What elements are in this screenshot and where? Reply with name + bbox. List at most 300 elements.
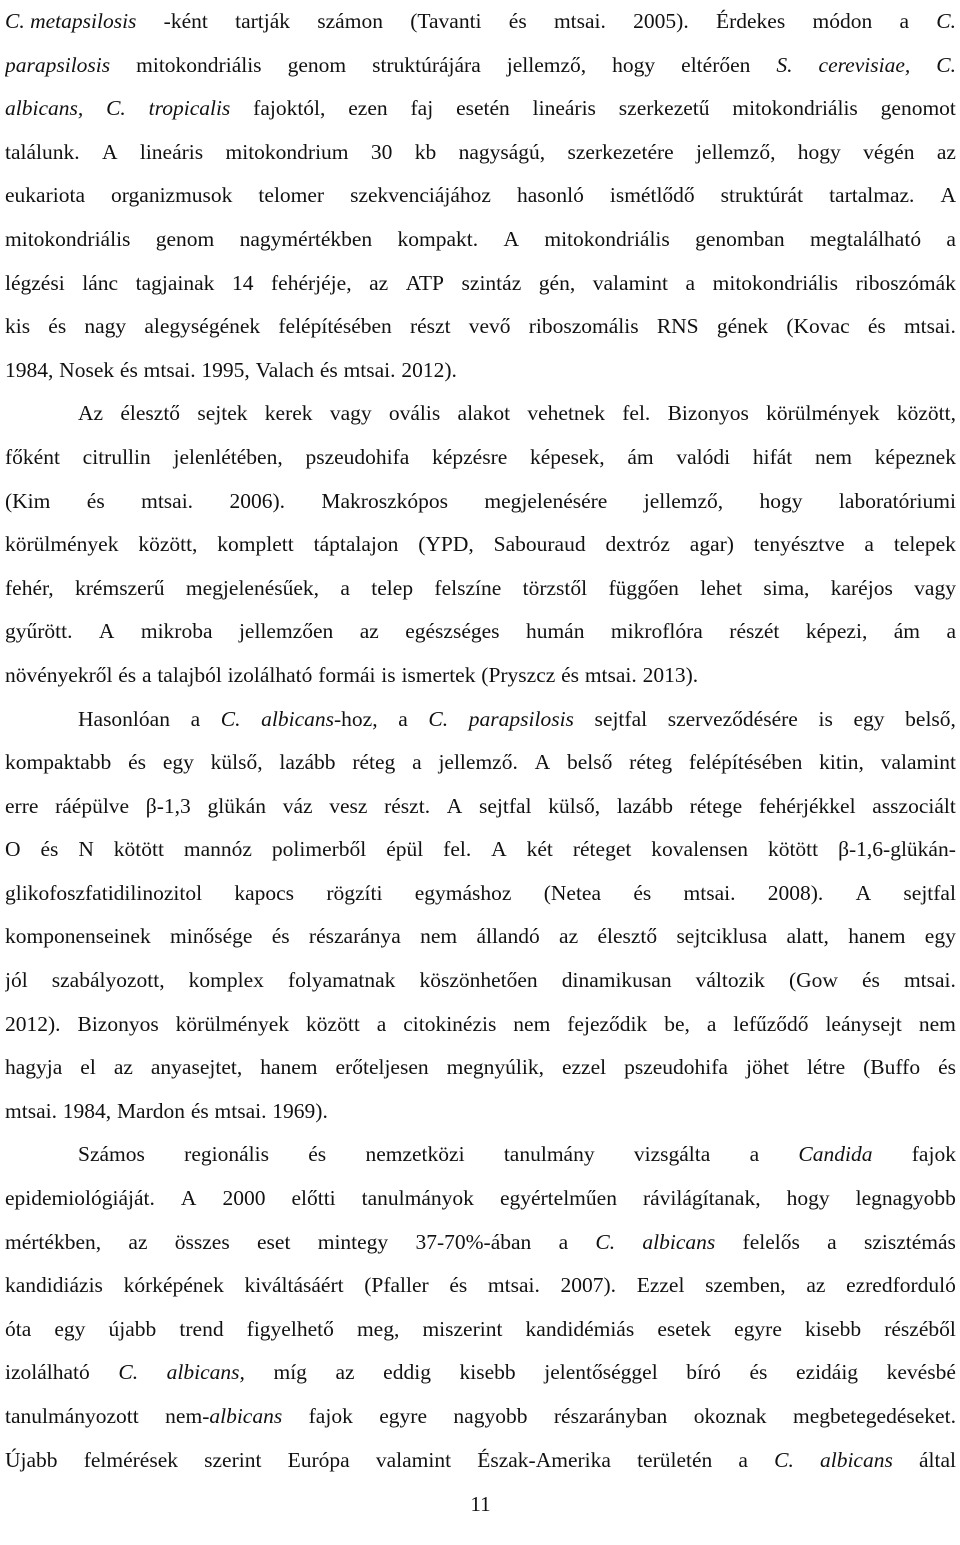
text-line <box>5 741 956 785</box>
word: az <box>936 139 956 164</box>
word: külső, <box>548 793 601 818</box>
word: élesztő <box>597 924 658 949</box>
document-page <box>5 0 956 1545</box>
word: sima, <box>763 575 810 600</box>
word: állandó <box>476 924 540 949</box>
word: a <box>190 706 201 731</box>
word: mikroba <box>140 619 213 644</box>
word: ezzel <box>561 1055 607 1080</box>
word: O <box>5 837 21 862</box>
word: C. <box>118 1360 139 1385</box>
word: genomban <box>695 226 785 251</box>
word: a <box>864 532 874 557</box>
word: felépítésében <box>688 750 803 775</box>
word: fel. <box>622 401 651 426</box>
word: β-1,3 <box>145 793 191 818</box>
word: változik <box>695 968 765 993</box>
word: és <box>86 488 105 513</box>
word: nem <box>815 444 853 469</box>
word: 1984, <box>5 357 54 382</box>
word: (YPD, <box>418 532 474 557</box>
word: mtsai. <box>143 357 196 382</box>
word: hasonló <box>516 183 584 208</box>
word: Számos <box>78 1142 145 1167</box>
word: hogy <box>797 139 841 164</box>
word: szerint <box>204 1447 262 1472</box>
word: képezi, <box>805 619 868 644</box>
text-line <box>5 1351 956 1395</box>
word: genom <box>155 226 215 251</box>
word: ám <box>893 619 921 644</box>
word: 2008). <box>767 880 824 905</box>
word: létre <box>806 1055 846 1080</box>
word: Érdekes <box>715 9 786 33</box>
word: A <box>503 226 520 251</box>
word: N <box>78 837 94 862</box>
word: újabb <box>108 1316 157 1341</box>
word: felszíne <box>434 575 502 600</box>
text-line <box>5 44 956 88</box>
word: tenyésztve <box>753 532 845 557</box>
word: törzstől <box>522 575 588 600</box>
word: mitokondriális <box>732 96 858 121</box>
word: tartják <box>235 9 291 33</box>
word: riboszómák <box>855 270 956 295</box>
word: riboszomális <box>528 314 639 339</box>
text-line <box>5 1003 956 1047</box>
word: között <box>306 1011 360 1036</box>
word: jól <box>5 968 28 993</box>
word: a <box>340 575 350 600</box>
word: anyasejtet, <box>150 1055 243 1080</box>
text-line <box>5 349 956 393</box>
word: nem <box>420 924 458 949</box>
word: réteg <box>352 750 396 775</box>
word: fajok <box>308 1404 353 1428</box>
word: és <box>508 9 527 33</box>
word: az <box>806 1273 826 1298</box>
word: mitokondriális <box>136 52 262 77</box>
word: szintáz <box>461 270 522 295</box>
text-line <box>5 567 956 611</box>
word: pszeudohifa <box>624 1055 728 1080</box>
word: az <box>359 619 379 644</box>
word: izolálható <box>5 1360 90 1385</box>
word: gének <box>716 314 769 339</box>
word: faj <box>410 96 434 121</box>
word: (Pryszcz <box>481 662 556 687</box>
word: szisztémás <box>863 1229 956 1254</box>
word: és <box>867 314 886 339</box>
text-line <box>5 436 956 480</box>
word: kompaktabb <box>5 750 112 775</box>
word: körülmények <box>175 1011 290 1036</box>
word: a <box>946 619 956 644</box>
word: lefűződő <box>733 1011 809 1036</box>
text-line <box>5 218 956 262</box>
word: glükán <box>207 793 266 818</box>
word: sejtfal <box>594 706 648 731</box>
word: leánysejt <box>825 1011 902 1036</box>
word: nem <box>918 1011 956 1036</box>
word: tagjainak <box>135 270 215 295</box>
word: Bizonyos <box>77 1011 159 1036</box>
word: legnagyobb <box>855 1186 956 1211</box>
word: végén <box>863 139 915 164</box>
word: a <box>685 270 696 295</box>
word: Európa <box>287 1447 350 1472</box>
word: valamint <box>592 270 668 295</box>
word: a <box>398 706 408 731</box>
word: kitin, <box>819 750 864 775</box>
word: β-1,6-glükán- <box>838 837 956 862</box>
word: a <box>827 1229 837 1254</box>
word: telepek <box>893 532 956 557</box>
word: élesztő <box>120 401 181 426</box>
word: Makroszkópos <box>321 488 448 513</box>
word: ezidáig <box>795 1360 859 1385</box>
word: telomer <box>258 183 325 208</box>
word: is <box>818 706 833 731</box>
word: és <box>561 662 580 687</box>
word: eltérően <box>681 52 751 77</box>
word: egy <box>853 706 885 731</box>
word: alakot <box>457 401 511 426</box>
word: részét <box>729 619 780 644</box>
word: és <box>190 1098 209 1123</box>
text-line <box>5 872 956 916</box>
word: humán <box>525 619 585 644</box>
paragraph <box>5 392 956 697</box>
body-text <box>5 0 956 1482</box>
word: mtsai. <box>214 1098 267 1123</box>
word: mitokondriális <box>712 270 839 295</box>
word: Hasonlóan <box>78 706 170 731</box>
word: C. <box>774 1447 794 1472</box>
word: Észak-Amerika <box>477 1447 611 1472</box>
text-line <box>5 174 956 218</box>
word: képzésre <box>432 444 508 469</box>
word: és <box>119 357 138 382</box>
word: kis <box>5 314 31 339</box>
word: a <box>706 1011 717 1036</box>
word: 37-70%-ában <box>415 1229 532 1254</box>
word: albicans <box>642 1229 716 1254</box>
word: valódi <box>676 444 731 469</box>
word: és <box>938 1055 956 1080</box>
word: mtsai. <box>343 357 396 382</box>
word: struktúrát <box>720 183 804 208</box>
word: vevő <box>468 314 511 339</box>
word: részt <box>409 314 451 339</box>
word: formái <box>318 662 376 687</box>
text-line <box>5 1395 956 1439</box>
word: sejtfal <box>478 793 532 818</box>
word: polimerből <box>271 837 367 862</box>
word: előtti <box>291 1186 336 1211</box>
word: az <box>113 1055 133 1080</box>
word: (Pfaller <box>364 1273 429 1298</box>
word: gyűrött. <box>5 619 73 644</box>
word: kapocs <box>234 880 295 905</box>
word: el <box>80 1055 96 1080</box>
text-line <box>5 1439 956 1483</box>
word: lineáris <box>532 96 596 121</box>
word: jelenlétében, <box>173 444 283 469</box>
word: és <box>118 662 137 687</box>
word: megtalálható <box>810 226 922 251</box>
word: kisebb <box>459 1360 516 1385</box>
word: mitokondriális <box>5 226 131 251</box>
word: A <box>446 793 463 818</box>
word: fejeződik <box>567 1011 648 1036</box>
word: trend <box>179 1316 224 1341</box>
word: ismertek <box>401 662 476 687</box>
text-line <box>5 828 956 872</box>
word: agar) <box>689 532 734 557</box>
word: ám <box>627 444 654 469</box>
word: figyelhető <box>246 1316 334 1341</box>
word: be, <box>664 1011 690 1036</box>
word: Sabouraud <box>493 532 586 557</box>
word: szerveződésére <box>667 706 798 731</box>
text-line <box>5 1221 956 1265</box>
word: C. <box>595 1229 616 1254</box>
word: mtsai. <box>141 488 194 513</box>
word: kevésbé <box>886 1360 956 1385</box>
word: miszerint <box>422 1316 503 1341</box>
word: fajoktól, <box>253 96 326 121</box>
word: (Buffo <box>863 1055 921 1080</box>
word: epidemiológiáját. <box>5 1186 155 1211</box>
word: S. <box>776 52 793 77</box>
word: kb <box>414 139 437 164</box>
text-line <box>5 0 956 44</box>
word: kompakt. <box>397 226 479 251</box>
word: folyamatnak <box>287 968 396 993</box>
word: valamint <box>375 1447 452 1472</box>
word-suffix: albicans <box>209 1404 283 1428</box>
word: réteget <box>572 837 632 862</box>
word: 14 <box>231 270 254 295</box>
word: struktúrájára <box>372 52 481 77</box>
text-line <box>5 131 956 175</box>
word: 2007). <box>560 1273 617 1298</box>
word: megbetegedéseket. <box>792 1404 956 1428</box>
word: függően <box>608 575 679 600</box>
word: és <box>308 1142 327 1167</box>
text-line <box>5 392 956 436</box>
word: Mardon <box>116 1098 186 1123</box>
word: ismétlődő <box>609 183 695 208</box>
word: komplett <box>217 532 294 557</box>
word: lánc <box>82 270 119 295</box>
word: Bizonyos <box>667 401 749 426</box>
word: tropicalis <box>148 96 231 121</box>
word: (Tavanti <box>410 9 482 33</box>
word: nagyságú, <box>458 139 546 164</box>
word: alegységének <box>144 314 261 339</box>
word: erre <box>5 793 39 818</box>
word: dinamikusan <box>561 968 672 993</box>
word: kötött <box>113 837 164 862</box>
word: szabályozott, <box>51 968 165 993</box>
word: kandidiázis <box>5 1273 103 1298</box>
word: kiváltásáért <box>244 1273 344 1298</box>
word: tanulmányok <box>361 1186 474 1211</box>
word: parapsilosis <box>5 52 111 77</box>
word: fehérjéje, <box>271 270 352 295</box>
word: jellemző, <box>696 139 776 164</box>
word: hanem <box>848 924 906 949</box>
word: mintegy <box>317 1229 389 1254</box>
word: minősége <box>170 924 253 949</box>
word: cerevisiae, <box>818 52 911 77</box>
text-line <box>5 87 956 131</box>
word: főként <box>5 444 60 469</box>
text-line <box>5 1090 956 1134</box>
word: alatt, <box>786 924 829 949</box>
word: 1969). <box>272 1098 328 1123</box>
word: valamint <box>880 750 956 775</box>
word: ráépülve <box>55 793 130 818</box>
word: hifát <box>752 444 793 469</box>
word: egy <box>162 750 194 775</box>
word: A <box>101 139 118 164</box>
word: rávilágítanak, <box>642 1186 761 1211</box>
word: és <box>319 357 338 382</box>
word: mtsai. <box>487 1273 540 1298</box>
word: albicans, <box>5 96 84 121</box>
word: genom <box>287 52 347 77</box>
word: regionális <box>184 1142 269 1167</box>
word: komplex <box>188 968 264 993</box>
word: lazább <box>616 793 673 818</box>
word: egy <box>54 1316 86 1341</box>
paragraph <box>5 698 956 1134</box>
page-number: 11 <box>470 1492 491 1516</box>
word: (Netea <box>543 880 602 905</box>
paragraph <box>5 1133 956 1482</box>
word: nagyobb <box>453 1404 528 1428</box>
word: vesz <box>329 793 368 818</box>
word: találunk. <box>5 139 80 164</box>
word: míg <box>273 1360 307 1385</box>
word: Nosek <box>59 357 115 382</box>
word: -ként <box>163 9 208 33</box>
word: hogy <box>786 1186 830 1211</box>
word: óta <box>5 1316 32 1341</box>
word: megnyúlik, <box>446 1055 544 1080</box>
word: jellemzően <box>238 619 334 644</box>
word: okoznak <box>693 1404 767 1428</box>
text-line <box>5 915 956 959</box>
word: 30 <box>370 139 393 164</box>
word-suffix: -hoz, <box>334 706 378 731</box>
text-line <box>5 523 956 567</box>
word: nagy <box>84 314 127 339</box>
word: és <box>48 314 67 339</box>
word: két <box>526 837 553 862</box>
word: mtsai. <box>5 1098 57 1123</box>
word: dextróz <box>605 532 670 557</box>
word: izolálható <box>227 662 313 687</box>
word: belső, <box>905 706 956 731</box>
word: külső, <box>210 750 263 775</box>
word: egymáshoz <box>414 880 512 905</box>
word: 2012). <box>401 357 457 382</box>
word: eddig <box>383 1360 431 1385</box>
word: és <box>633 880 652 905</box>
word: rögzíti <box>326 880 383 905</box>
word: sejtfal <box>903 880 956 905</box>
word: mitokondriális <box>544 226 670 251</box>
word: sejtciklusa <box>676 924 768 949</box>
word: esetek <box>657 1316 712 1341</box>
word: organizmusok <box>111 183 233 208</box>
word: esetén <box>456 96 510 121</box>
text-line <box>5 1264 956 1308</box>
word: mtsai. <box>903 314 956 339</box>
word: is <box>381 662 396 687</box>
word: 2013). <box>642 662 699 687</box>
word: jöhet <box>745 1055 789 1080</box>
word: nagymértékben <box>239 226 373 251</box>
word: felmérések <box>83 1447 178 1472</box>
word: RNS <box>656 314 699 339</box>
word: fajok <box>911 1142 956 1167</box>
word: mitokondrium <box>225 139 349 164</box>
word: légzési <box>5 270 65 295</box>
word: C. <box>936 9 956 33</box>
word: a <box>749 1142 760 1167</box>
word: belső <box>566 750 613 775</box>
text-line <box>5 1177 956 1221</box>
word: mannóz <box>183 837 252 862</box>
word: sejtek <box>197 401 248 426</box>
word: vizsgálta <box>633 1142 711 1167</box>
word: ovális <box>388 401 441 426</box>
word: egy <box>924 924 956 949</box>
word: lehet <box>700 575 743 600</box>
word: hogy <box>612 52 656 77</box>
word: eset <box>257 1229 291 1254</box>
text-line <box>5 1308 956 1352</box>
word: részaránya <box>308 924 401 949</box>
word: C. <box>936 52 956 77</box>
word: A <box>855 880 872 905</box>
word: Ezzel <box>636 1273 685 1298</box>
word: és <box>271 924 290 949</box>
word: felelős <box>742 1229 800 1254</box>
word: táptalajon <box>313 532 399 557</box>
word: szerkezetű <box>618 96 710 121</box>
text-line <box>5 654 956 698</box>
word: által <box>918 1447 956 1472</box>
word: körülmények <box>766 401 880 426</box>
word: ezen <box>348 96 388 121</box>
word: a <box>376 1011 387 1036</box>
word: karéjos <box>830 575 893 600</box>
word: talajból <box>157 662 222 687</box>
word: Az <box>78 401 104 426</box>
word: C. <box>106 96 126 121</box>
word: erőteljesen <box>335 1055 429 1080</box>
word: az <box>128 1229 148 1254</box>
word: A <box>534 750 551 775</box>
word: ezredforduló <box>846 1273 956 1298</box>
word: tanulmányozott <box>5 1404 139 1428</box>
